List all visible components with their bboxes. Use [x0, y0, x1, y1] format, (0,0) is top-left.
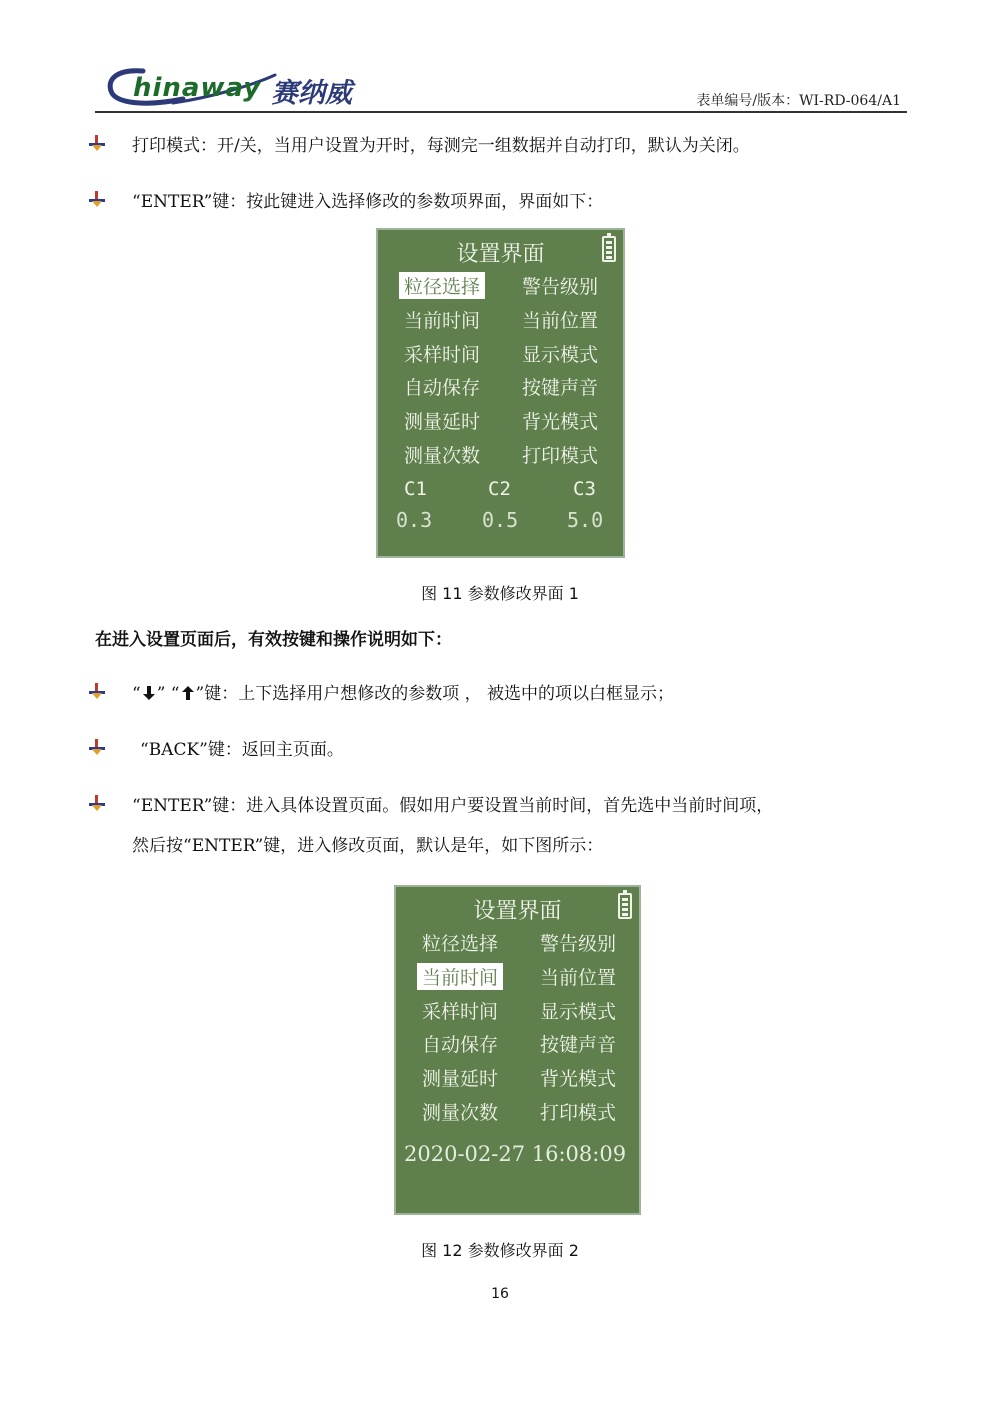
menu-item-print-mode[interactable]: 打印模式 [522, 445, 599, 467]
menu-item-alarm-level[interactable]: 警告级别 [522, 276, 599, 298]
menu-item-auto-save[interactable]: 自动保存 [404, 377, 481, 399]
company-logo [103, 63, 373, 111]
menu-item-key-sound[interactable]: 按键声音 [522, 377, 599, 399]
bullet-arrow-icon [88, 682, 106, 700]
screen-title: 设置界面 [473, 899, 562, 924]
up-arrow-icon [180, 685, 196, 701]
bullet-arrow-icon [88, 134, 106, 152]
menu-item-particle-size[interactable]: 粒径选择 [399, 272, 485, 299]
battery-icon [602, 236, 616, 262]
back-key-description: “BACK”键：返回主页面。 [140, 740, 344, 760]
menu-item-current-location[interactable]: 当前位置 [540, 967, 617, 989]
enter-key-description: “ENTER”键：按此键进入选择修改的参数项界面，界面如下： [132, 192, 604, 212]
channel-label: C1 [404, 478, 427, 500]
bullet-arrow-icon [88, 738, 106, 756]
header-divider [95, 111, 907, 113]
arrow-keys-text: ”键：上下选择用户想修改的参数项 ， 被选中的项以白框显示； [195, 684, 674, 704]
channel-label: C2 [488, 478, 511, 500]
down-arrow-icon [141, 685, 157, 701]
menu-item-current-time[interactable]: 当前时间 [417, 963, 503, 990]
enter-key-description-2-cont: 然后按“ENTER”键，进入修改页面，默认是年，如下图所示： [132, 836, 604, 856]
quote-open: “ [132, 684, 141, 704]
section-heading: 在进入设置页面后，有效按键和操作说明如下： [95, 630, 452, 650]
menu-item-current-time[interactable]: 当前时间 [404, 310, 481, 332]
menu-item-measure-count[interactable]: 测量次数 [404, 445, 481, 467]
channel-value: 0.5 [482, 508, 519, 532]
page-header [95, 55, 907, 113]
logo-chinese-name: 赛纳威 [271, 78, 352, 109]
enter-key-description-2: “ENTER”键：进入具体设置页面。假如用户要设置当前时间，首先选中当前时间项， [132, 796, 774, 816]
settings-screen-1 [376, 228, 625, 558]
channel-label: C3 [573, 478, 596, 500]
menu-item-display-mode[interactable]: 显示模式 [522, 344, 599, 366]
menu-item-measure-delay[interactable]: 测量延时 [422, 1068, 499, 1090]
arrow-keys-description [132, 679, 674, 704]
menu-item-print-mode[interactable]: 打印模式 [540, 1102, 617, 1124]
figure-caption-12: 图 12 参数修改界面 2 [421, 1241, 579, 1260]
menu-item-display-mode[interactable]: 显示模式 [540, 1001, 617, 1023]
menu-item-sample-time[interactable]: 采样时间 [404, 344, 481, 366]
screen-title: 设置界面 [456, 242, 545, 267]
page-number: 16 [491, 1286, 509, 1302]
logo-wordmark: hinaway [133, 73, 262, 103]
menu-item-current-location[interactable]: 当前位置 [522, 310, 599, 332]
datetime-display: 2020-02-27 16:08:09 [404, 1142, 627, 1166]
bullet-arrow-icon [88, 794, 106, 812]
settings-screen-2 [394, 885, 641, 1215]
quote-mid: ” “ [156, 684, 180, 704]
menu-item-sample-time[interactable]: 采样时间 [422, 1001, 499, 1023]
battery-icon [618, 893, 632, 919]
menu-item-particle-size[interactable]: 粒径选择 [422, 933, 499, 955]
channel-value: 5.0 [567, 508, 604, 532]
bullet-arrow-icon [88, 190, 106, 208]
menu-item-measure-delay[interactable]: 测量延时 [404, 411, 481, 433]
menu-item-measure-count[interactable]: 测量次数 [422, 1102, 499, 1124]
menu-item-backlight-mode[interactable]: 背光模式 [522, 411, 599, 433]
channel-value: 0.3 [396, 508, 433, 532]
menu-item-backlight-mode[interactable]: 背光模式 [540, 1068, 617, 1090]
menu-item-auto-save[interactable]: 自动保存 [422, 1034, 499, 1056]
menu-item-key-sound[interactable]: 按键声音 [540, 1034, 617, 1056]
form-code: 表单编号/版本：WI-RD-064/A1 [696, 93, 901, 109]
figure-caption-11: 图 11 参数修改界面 1 [421, 584, 579, 603]
menu-item-alarm-level[interactable]: 警告级别 [540, 933, 617, 955]
print-mode-text: 打印模式：开/关，当用户设置为开时，每测完一组数据并自动打印，默认为关闭。 [132, 136, 750, 156]
